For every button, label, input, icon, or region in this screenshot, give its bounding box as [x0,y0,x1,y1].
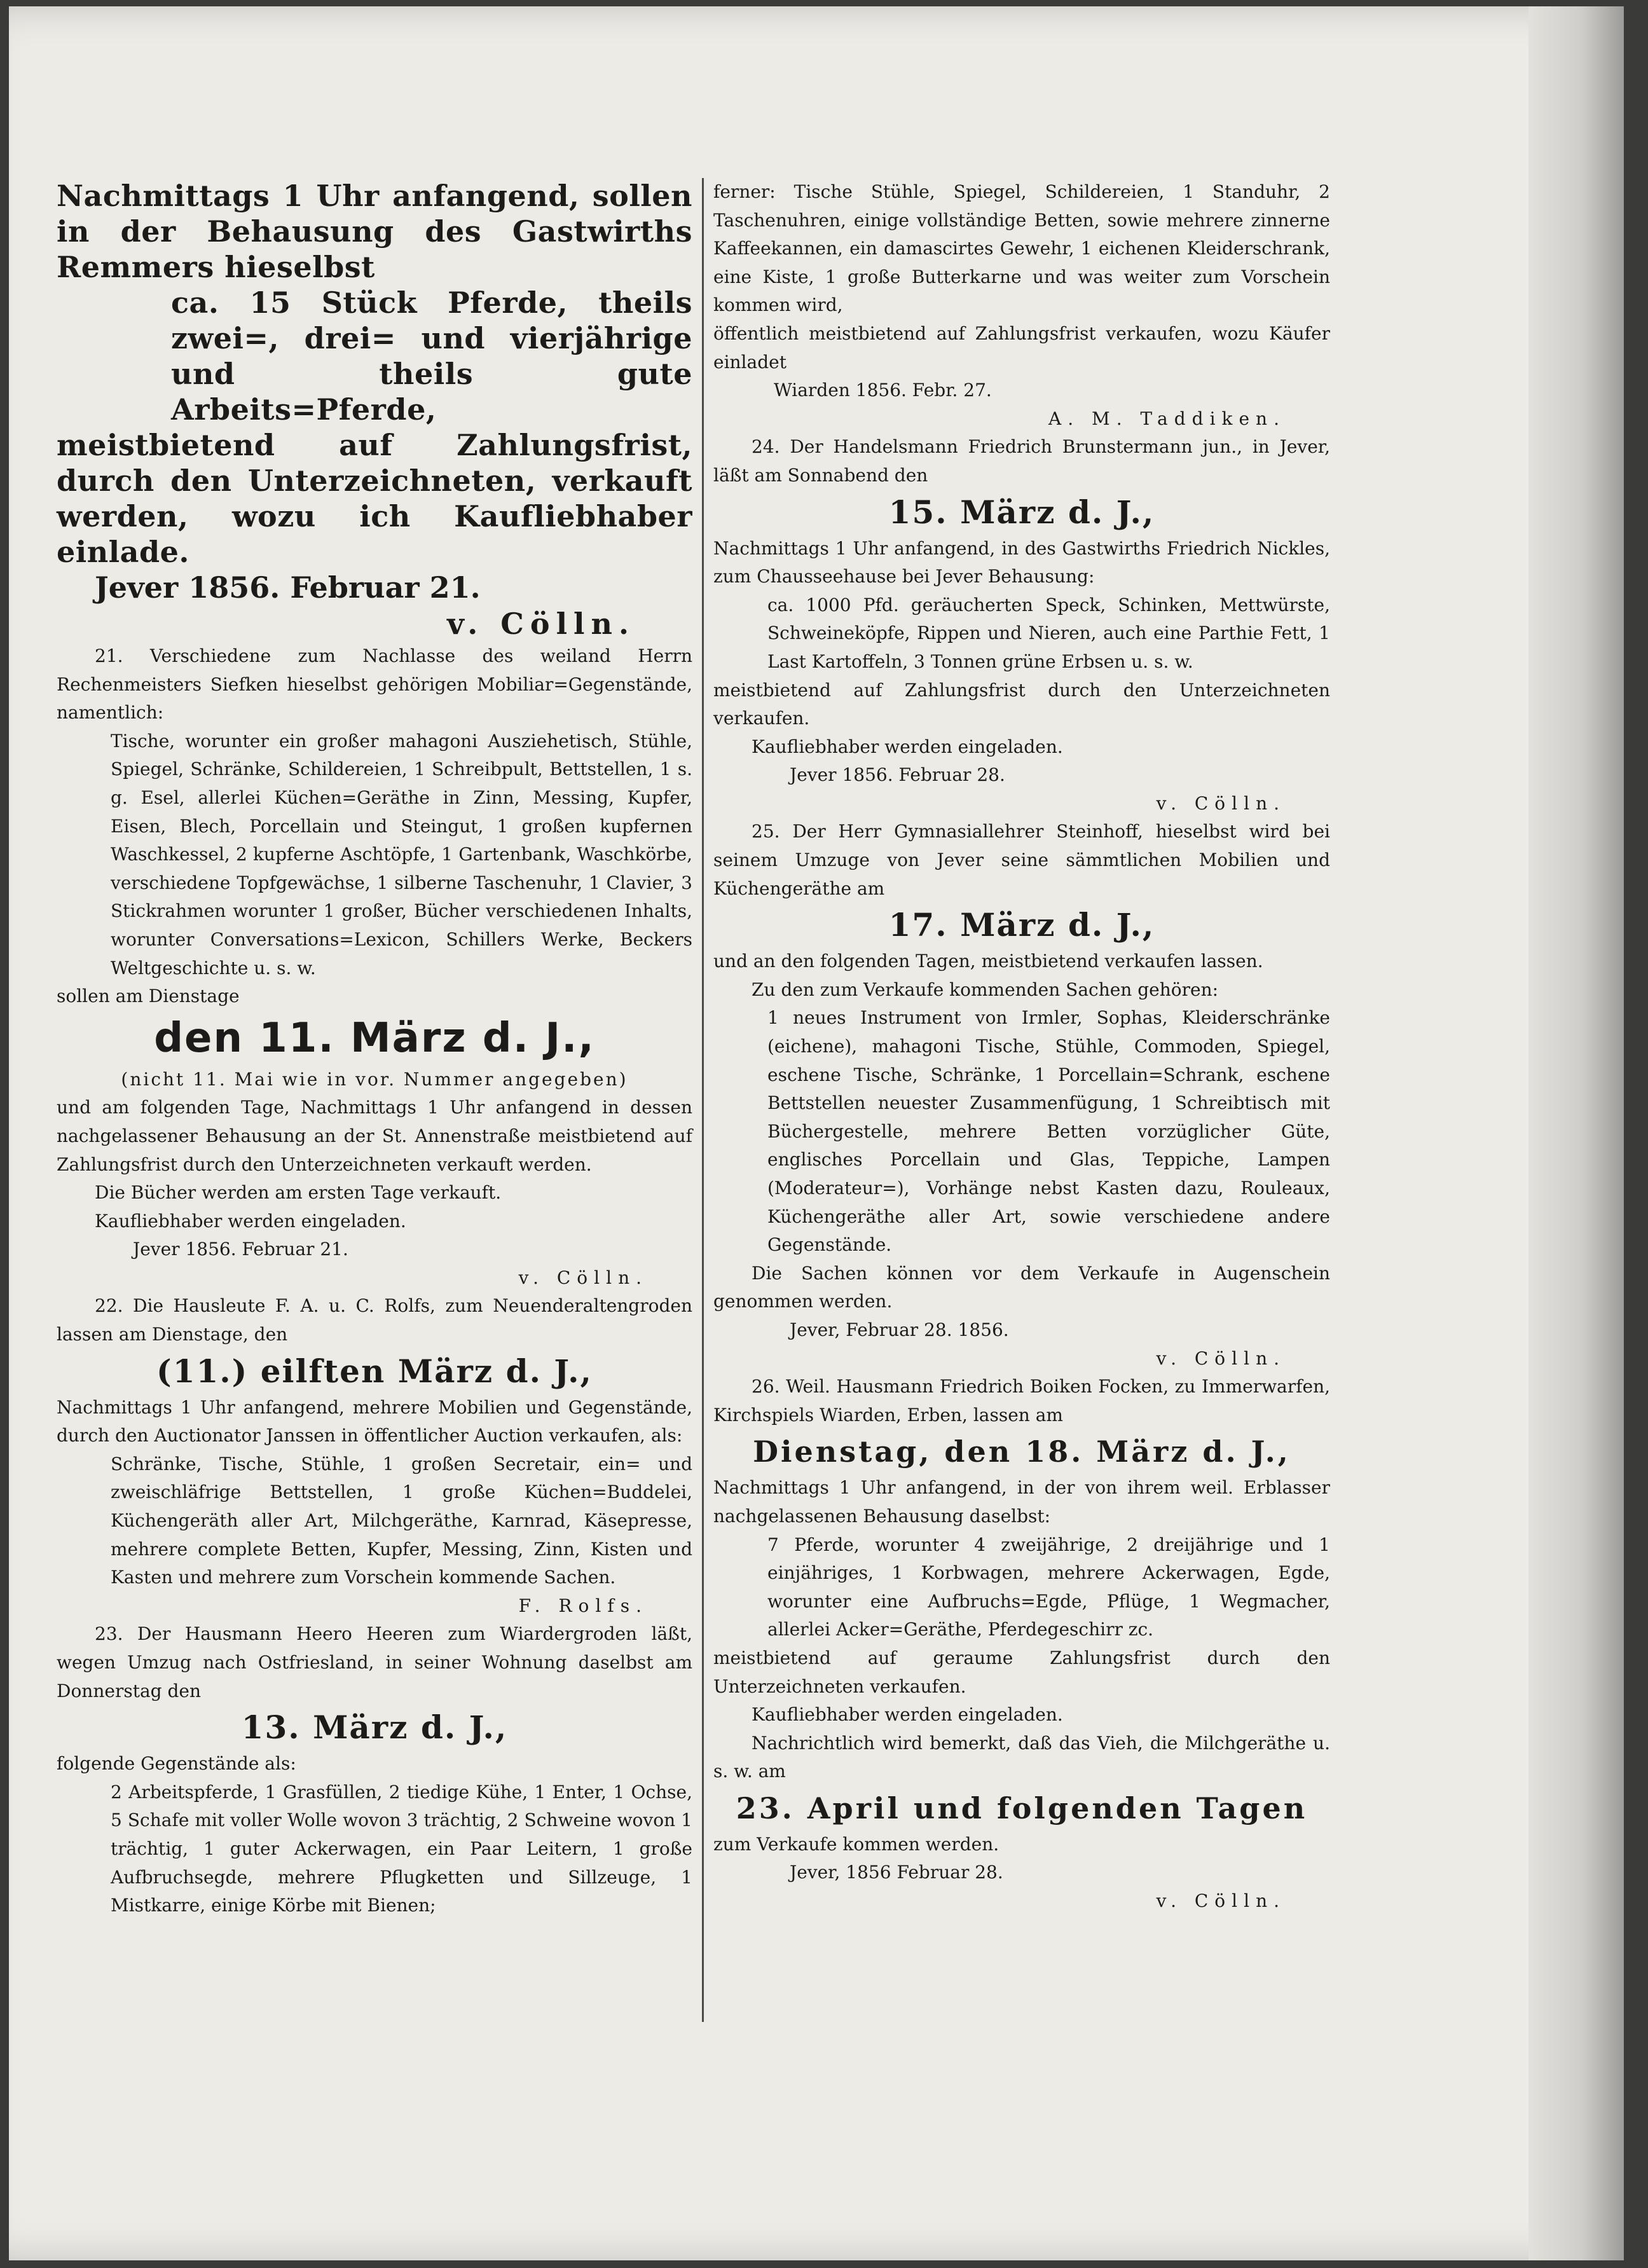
ad26-heading: Dienstag, den 18. März d. J., [753,1434,1291,1469]
ad20-items: ca. 15 Stück Pferde, theils zwei=, drei= und vierjährige und theils gute Arbeits=Pferde, [171,285,692,427]
ad24-heading: 15. März d. J., [888,493,1155,531]
ad23-intro: 23. Der Hausmann Heero Heeren zum Wiardergroden läßt, wegen Umzug nach Ostfriesland, in seiner Wohnung daselbst am Donnerstag den [57,1623,692,1701]
ad26-items: 7 Pferde, worunter 4 zweijährige, 2 dreijährige und 1 einjähriges, 1 Korbwagen, mehrere Ackerwagen, Egde, worunter eine Aufbruchs=Egde, Pflüge, 1 Wegmacher, allerlei Acker=Geräthe, Pferdegeschirr zc. [767,1534,1330,1640]
ad21-signature: v. Cölln. [518,1267,648,1288]
ad26-invite: Kaufliebhaber werden eingeladen. [752,1704,1063,1726]
ad20-text: Nachmittags 1 Uhr anfangend, sollen in der Behausung des Gastwirths Remmers hieselbst [57,179,692,284]
ad23-items: 2 Arbeitspferde, 1 Grasfüllen, 2 tiedige Kühe, 1 Enter, 1 Ochse, 5 Schafe mit voller Wolle wovon 3 trächtig, 2 Schweine wovon 1 trächtig, 1 guter Ackerwagen, ein Paar Leitern, 1 große Aufbruchsegde, mehrere Pflugketten und Sillzeuge, 1 Mistkarre, einige Körbe mit Bienen; [111,1781,692,1916]
ad25-view: Die Sachen können vor dem Verkaufe in Augenschein genommen werden. [713,1262,1330,1312]
ad23-cont-items: ferner: Tische Stühle, Spiegel, Schildereien, 1 Standuhr, 2 Taschenuhren, einige vollständige Betten, sowie mehrere zinnerne Kaffeekannen, ein damascirtes Gewehr, 1 eichenen Kleiderschrank, eine Kiste, 1 große Butterkarne und was weiter zum Vorschein kommen wird, [713,181,1330,316]
ad23-signature: A. M. Taddiken. [1048,408,1286,429]
ad21-date: Jever 1856. Februar 21. [133,1239,348,1260]
ad22-body: Nachmittags 1 Uhr anfangend, mehrere Mobilien und Gegenstände, durch den Auctionator Janssen in öffentlicher Auction verkaufen, als: [57,1396,692,1447]
ad24-tail: meistbietend auf Zahlungsfrist durch den Unterzeichneten verkaufen. [713,679,1330,729]
ad22-items: Schränke, Tische, Stühle, 1 großen Secretair, ein= und zweischläfrige Bettstellen, 1 große Küchen=Buddelei, Küchengeräth aller Art, Milchgeräthe, Karnrad, Käsepresse, mehrere complete Betten, Kupfer, Messing, Zinn, Kisten und Kasten und mehrere zum Vorschein kommende Sachen. [111,1453,692,1588]
left-column [57,178,692,1920]
ad21-intro: 21. Verschiedene zum Nachlasse des weiland Herrn Rechenmeisters Siefken hieselbst gehörigen Mobiliar=Gegenstände, namentlich: [57,645,692,724]
ad26-body: Nachmittags 1 Uhr anfangend, in der von ihrem weil. Erblasser nachgelassenen Behausung daselbst: [713,1477,1330,1527]
ad21-invite: Kaufliebhaber werden eingeladen. [95,1210,406,1232]
ad26-signature: v. Cölln. [1156,1890,1286,1912]
ad23-heading: 13. März d. J., [241,1708,508,1747]
ad25-heading: 17. März d. J., [888,906,1155,944]
ad26-after: zum Verkaufe kommen werden. [713,1833,999,1855]
ad24-signature: v. Cölln. [1156,792,1286,814]
ad26-heading-2: 23. April und folgenden Tagen [736,1790,1308,1825]
ad25-signature: v. Cölln. [1156,1347,1286,1369]
ad24-body: Nachmittags 1 Uhr anfangend, in des Gastwirths Friedrich Nickles, zum Chausseehause bei Jever Behausung: [713,537,1330,588]
ad25-intro: 25. Der Herr Gymnasiallehrer Steinhoff, hieselbst wird bei seinem Umzuge von Jever seine sämmtlichen Mobilien und Küchengeräthe am [713,821,1330,899]
ad24-intro: 24. Der Handelsmann Friedrich Brunstermann jun., in Jever, läßt am Sonnabend den [713,436,1330,486]
ad25-items: 1 neues Instrument von Irmler, Sophas, Kleiderschränke (eichene), mahagoni Tische, Stühle, Commoden, Spiegel, eschene Tische, Schränke, 1 Porcellain=Schrank, eschene Bettstellen neuester Zusammenfügung, 1 Schreibtisch mit Büchergestelle, mehrere Betten vorzüglicher Güte, englisches Porcellain und Glas, Teppiche, Lampen (Moderateur=), Vorhänge nebst Kasten dazu, Rouleaux, Küchengeräthe aller Art, sowie verschiedene andere Gegenstände. [767,1007,1330,1256]
ad21-books: Die Bücher werden am ersten Tage verkauft. [95,1182,502,1204]
ad25-lead: Zu den zum Verkaufe kommenden Sachen gehören: [752,979,1219,1000]
ad26-intro: 26. Weil. Hausmann Friedrich Boiken Focken, zu Immerwarfen, Kirchspiels Wiarden, Erben, lassen am [713,1376,1330,1426]
ad21-note: (nicht 11. Mai wie in vor. Nummer angegeben) [121,1068,628,1090]
ad25-body: und an den folgenden Tagen, meistbietend verkaufen lassen. [713,951,1263,972]
ad24-items: ca. 1000 Pfd. geräucherten Speck, Schinken, Mettwürste, Schweineköpfe, Rippen und Nieren, auch eine Parthie Fett, 1 Last Kartoffeln, 3 Tonnen grüne Erbsen u. s. w. [767,594,1330,672]
ad20-signature: v. Cölln. [447,607,635,641]
ad22-signature: F. Rolfs. [518,1595,648,1616]
ad21-body: und am folgenden Tage, Nachmittags 1 Uhr anfangend in dessen nachgelassener Behausung an der St. Annenstraße meistbietend auf Zahlungsfrist durch den Unterzeichneten verkauft werden. [57,1097,692,1175]
ad22-intro: 22. Die Hausleute F. A. u. C. Rolfs, zum Neuenderaltengroden lassen am Dienstage, den [57,1295,692,1345]
ad21-heading: den 11. März d. J., [154,1014,595,1062]
ad23-cont-tail: öffentlich meistbietend auf Zahlungsfrist verkaufen, wozu Käufer einladet [713,322,1330,373]
ad20-date: Jever 1856. Februar 21. [95,570,481,605]
column-divider [702,178,704,2022]
ad24-invite: Kaufliebhaber werden eingeladen. [752,736,1063,757]
ad20-tail: meistbietend auf Zahlungsfrist, durch den Unterzeichneten, verkauft werden, wozu ich Kaufliebhaber einlade. [57,428,692,569]
ad26-note: Nachrichtlich wird bemerkt, daß das Vieh, die Milchgeräthe u. s. w. am [713,1732,1330,1782]
page-edge-shadow [1528,6,1624,2260]
ad24-date: Jever 1856. Februar 28. [790,764,1005,786]
ad25-date: Jever, Februar 28. 1856. [790,1319,1009,1340]
ad26-tail: meistbietend auf geraume Zahlungsfrist durch den Unterzeichneten verkaufen. [713,1647,1330,1697]
ad22-heading: (11.) eilften März d. J., [156,1352,593,1390]
right-column [713,178,1330,1916]
ad21-items: Tische, worunter ein großer mahagoni Ausziehetisch, Stühle, Spiegel, Schränke, Schildereien, 1 Schreibpult, Bettstellen, 1 s. g. Esel, allerlei Küchen=Geräthe in Zinn, Messing, Kupfer, Eisen, Blech, Porcellain und Steingut, 1 großen kupfernen Waschkessel, 2 kupferne Aschtöpfe, 1 Gartenbank, Waschkörbe, verschiedene Topfgewächse, 1 silberne Taschenuhr, 1 Clavier, 3 Stickrahmen worunter 1 großer, Bücher verschiedenen Inhalts, worunter Conversations=Lexicon, Schillers Werke, Beckers Weltgeschichte u. s. w. [111,730,692,979]
ad23-body: folgende Gegenstände als: [57,1753,296,1775]
ad23-date: Wiarden 1856. Febr. 27. [774,380,992,401]
ad21-when: sollen am Dienstage [57,986,240,1007]
newspaper-page [9,6,1624,2260]
ad26-date: Jever, 1856 Februar 28. [790,1862,1003,1883]
